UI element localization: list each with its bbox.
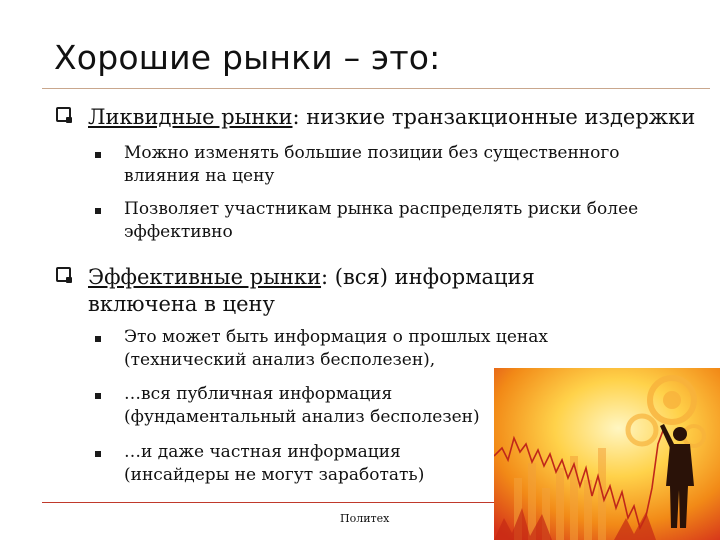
subpoint-1-2-line-2: эффективно [124, 222, 233, 242]
checkbox-bullet-icon [56, 267, 71, 282]
subpoint-1-2-line-1: Позволяет участникам рынка распределять риски более [124, 199, 639, 219]
subpoint-1-1 [124, 142, 620, 188]
point-2-text: : (вся) информация [321, 265, 535, 289]
subpoint-2-1-line-1: Это может быть информация о прошлых ценах [124, 327, 548, 347]
slide-title: Хорошие рынки – это: [54, 38, 441, 77]
square-bullet-icon [95, 393, 101, 399]
subpoint-1-2 [124, 198, 638, 244]
point-2-text-line-2: включена в цену [88, 292, 275, 316]
subpoint-1-1-line-1: Можно изменять большие позиции без существенного [124, 143, 620, 163]
square-bullet-icon [95, 451, 101, 457]
subpoint-2-2-line-1: …вся публичная информация [124, 384, 393, 404]
title-divider [42, 88, 710, 89]
point-2-term: Эффективные рынки [88, 265, 322, 289]
point-1 [88, 104, 695, 131]
checkbox-bullet-icon [56, 107, 71, 122]
subpoint-2-2 [124, 383, 480, 429]
business-chart-icon [494, 368, 720, 540]
top-border [0, 0, 720, 10]
point-2 [88, 264, 535, 318]
subpoint-2-1 [124, 326, 548, 372]
subpoint-2-3-line-1: …и даже частная информация [124, 442, 401, 462]
subpoint-2-1-line-2: (технический анализ бесполезен), [124, 350, 436, 370]
square-bullet-icon [95, 152, 101, 158]
point-1-term: Ликвидные рынки [88, 105, 293, 129]
square-bullet-icon [95, 336, 101, 342]
footer-label: Политех [340, 512, 390, 525]
square-bullet-icon [95, 208, 101, 214]
business-chart-illustration [494, 368, 720, 540]
subpoint-1-1-line-2: влияния на цену [124, 166, 275, 186]
subpoint-2-3 [124, 441, 424, 487]
subpoint-2-2-line-2: (фундаментальный анализ бесполезен) [124, 407, 480, 427]
subpoint-2-3-line-2: (инсайдеры не могут заработать) [124, 465, 425, 485]
point-1-text: : низкие транзакционные издержки [292, 105, 696, 129]
